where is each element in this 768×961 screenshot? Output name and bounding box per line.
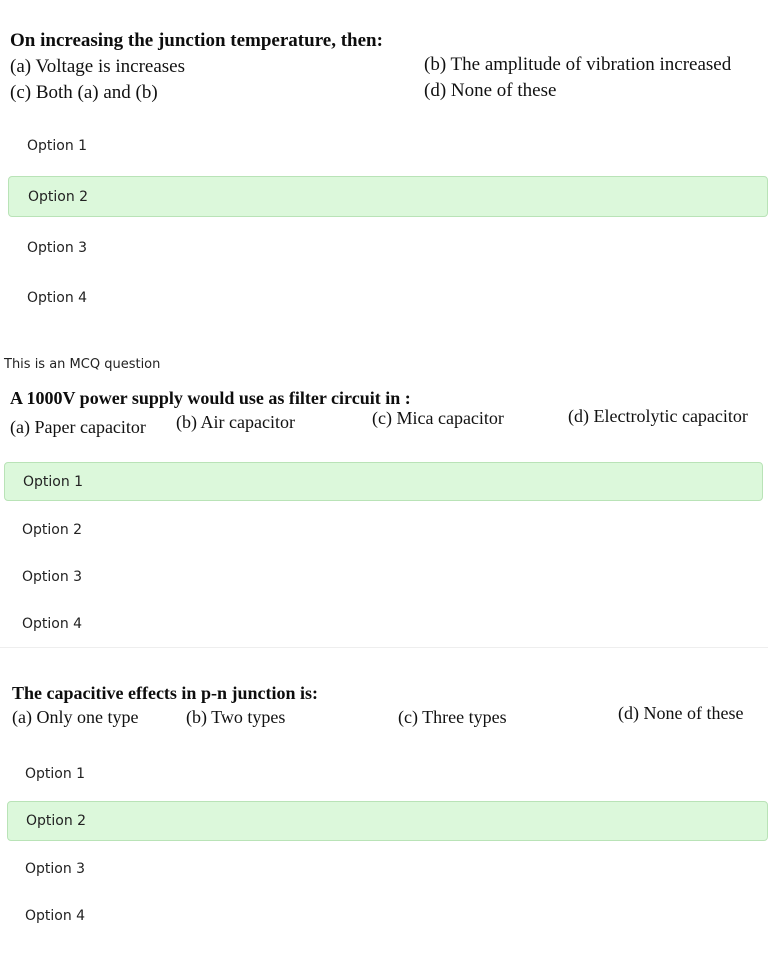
question-1-option-3[interactable] xyxy=(8,228,768,268)
option-label: Option 4 xyxy=(22,616,83,632)
question-3-choice-b: (b) Two types xyxy=(186,707,286,727)
option-label: Option 3 xyxy=(22,569,83,585)
question-3-option-2[interactable] xyxy=(7,801,768,841)
option-label: Option 3 xyxy=(27,240,88,256)
option-label: Option 4 xyxy=(25,907,86,924)
question-2-choice-c: (c) Mica capacitor xyxy=(372,408,504,428)
question-1-choice-a: (a) Voltage is increases xyxy=(10,56,185,77)
question-3-option-4[interactable] xyxy=(7,896,768,935)
question-2-choice-a: (a) Paper capacitor xyxy=(10,417,146,437)
option-label: Option 4 xyxy=(27,290,88,306)
question-2-text: A 1000V power supply would use as filter circuit in : xyxy=(10,388,411,408)
option-label: Option 3 xyxy=(25,860,86,877)
option-label: Option 2 xyxy=(28,188,89,205)
question-3-choice-a: (a) Only one type xyxy=(12,707,139,727)
question-2-choice-b: (b) Air capacitor xyxy=(176,412,295,432)
question-3-text: The capacitive effects in p-n junction is: xyxy=(12,683,318,703)
question-3-choice-d: (d) None of these xyxy=(618,703,744,723)
mcq-note: This is an MCQ question xyxy=(4,357,161,372)
question-3-option-1[interactable] xyxy=(7,754,768,793)
question-1-text: On increasing the junction temperature, then: xyxy=(10,30,383,51)
section-divider xyxy=(0,647,768,648)
question-2-choice-d: (d) Electrolytic capacitor xyxy=(568,406,748,426)
question-1-option-1[interactable] xyxy=(8,126,768,166)
question-3-option-3[interactable] xyxy=(7,849,768,888)
question-1-choice-d: (d) None of these xyxy=(424,80,557,101)
question-1-choice-c: (c) Both (a) and (b) xyxy=(10,82,158,103)
question-2-option-2[interactable] xyxy=(4,511,763,549)
option-label: Option 1 xyxy=(23,473,84,490)
question-1-option-4[interactable] xyxy=(8,278,768,318)
question-1-option-2[interactable] xyxy=(8,176,768,217)
option-label: Option 2 xyxy=(22,522,83,538)
question-1-choice-b: (b) The amplitude of vibration increased xyxy=(424,54,732,75)
question-2-option-4[interactable] xyxy=(4,605,763,643)
question-2-option-3[interactable] xyxy=(4,558,763,596)
question-2-option-1[interactable] xyxy=(4,462,763,501)
option-label: Option 2 xyxy=(26,813,87,829)
question-3-choice-c: (c) Three types xyxy=(398,707,507,727)
option-label: Option 1 xyxy=(25,765,86,782)
option-label: Option 1 xyxy=(27,138,88,154)
